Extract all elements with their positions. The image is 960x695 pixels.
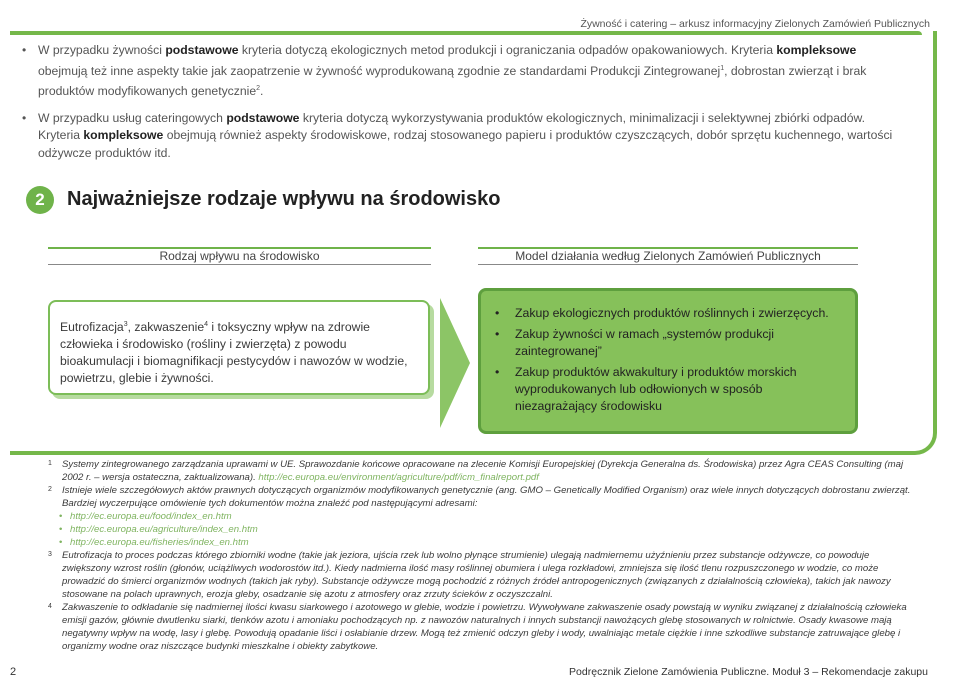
footnote-link-item	[48, 510, 918, 523]
footnote-ref: 3	[123, 321, 128, 328]
actions-box	[478, 288, 858, 434]
bullet-dot-icon: •	[495, 306, 500, 320]
footer-title: Podręcznik Zielone Zamówienia Publiczne. Moduł 3 – Rekomendacje zakupu	[569, 666, 928, 678]
footnote-1: 1 Systemy zintegrowanego zarządzania uprawami w UE. Sprawozdanie końcowe opracowane na zlecenie Komisji Europejskiej (Dyrekcja Generalna ds. Środowiska) przez Agra CEAS Consulting (maj 2002 r. – wersja ostateczna, zaktualizowana). http://ec.europa.eu/environment/agriculture/pdf/icm_finalreport.pdf	[48, 459, 904, 483]
footnote-3: 3 Eutrofizacja to proces podczas którego zbiorniki wodne (takie jak jeziora, ujścia rzek lub wolno płynące strumienie) ulegają nadmiernemu użyźnieniu przez substancje odżywcze, co powoduje zwiększony wzrost roślin (głonów, uciążliwych wodorostów itd.). Kiedy nadmierna ilość masy roślinnej obumiera i ulega rozkładowi, zmniejsza się ilość tlenu rozpuszczonego w wodzie, co może prowadzić do śmierci organizmów wodnych (takich jak ryby). Substancje odżywcze mogą pochodzić z różnych źródeł antropogenicznych (związanych z działalnością człowieka), takich jak nawozy stosowane na polach uprawnych, erozja gleby, osadzanie się azotu z atmosfery oraz zrzuty ścieków z oczyszczalni.	[48, 550, 891, 600]
footnote-link-item	[48, 523, 918, 536]
footnote-link[interactable]: http://ec.europa.eu/environment/agriculture/pdf/icm_finalreport.pdf	[258, 472, 539, 483]
bullet-dot-icon: •	[59, 537, 63, 548]
footnote-link[interactable]: http://ec.europa.eu/fisheries/index_en.htm	[70, 537, 249, 548]
footnote-ref: 2	[256, 85, 261, 93]
arrow-right-icon	[440, 298, 470, 428]
bullet-dot-icon: •	[22, 110, 27, 125]
column-line-bottom-left	[48, 264, 431, 265]
section-number-badge: 2	[26, 186, 54, 214]
footnote-ref: 4	[204, 321, 209, 328]
footnote-link-item	[48, 536, 918, 549]
column-line-bottom-right	[478, 264, 858, 265]
column-label-impact: Rodzaj wpływu na środowisko	[159, 249, 320, 263]
section-title: Najważniejsze rodzaje wpływu na środowisko	[67, 188, 501, 210]
column-label-model: Model działania według Zielonych Zamówień Publicznych	[515, 249, 821, 263]
footnote-link[interactable]: http://ec.europa.eu/agriculture/index_en.htm	[70, 524, 258, 535]
document-header-title: Żywność i catering – arkusz informacyjny Zielonych Zamówień Publicznych	[580, 18, 930, 30]
action-item: • Zakup produktów akwakultury i produktów morskich wyprodukowanych lub odłowionych w sposób niezagrażający środowisku	[495, 365, 797, 413]
footnote-4: 4 Zakwaszenie to odkładanie się nadmiernej ilości kwasu siarkowego i azotowego w glebie, wodzie i powietrzu. Wywoływane zakwaszenie osady powstają w wyniku związanej z działalnością człowieka emisji gazów, głównie dwutlenku siarki, tlenków azotu i amoniaku pochodzących np. z nawozów naturalnych i innych substancji nawożących glebę stosowanych w rolnictwie. Osady kwasowe mają negatywny wpływ na wodę, lasy i glebę. Powodują opadanie liści i osłabianie drzew. Mogą też zmienić odczyn gleby i wody, uwalniając metale ciężkie i inne szkodliwe substancje zatruwające glebę i organizmy wodne oraz niszczące budynki mieszkalne i obiekty zabytkowe.	[48, 602, 907, 652]
intro-bullets	[22, 42, 907, 171]
bullet-dot-icon: •	[59, 524, 63, 535]
action-item: • Zakup ekologicznych produktów roślinnych i zwierzęcych.	[495, 306, 829, 320]
footnote-link[interactable]: http://ec.europa.eu/food/index_en.htm	[70, 511, 232, 522]
footnote-ref: 1	[720, 64, 725, 72]
bullet-dot-icon: •	[59, 511, 63, 522]
intro-bullet-catering: • W przypadku usług cateringowych podstawowe kryteria dotyczą wykorzystywania produktów ekologicznych, minimalizacji i selektywnej zbiórki odpadów. Kryteria kompleksowe obejmują również aspekty środowiskowe, rodzaj stosowanego papieru i produktów czyszczących, dobór sprzętu kuchennego, wartości odżywcze produktów itd.	[22, 110, 893, 160]
bullet-dot-icon: •	[495, 327, 500, 341]
impact-box: Eutrofizacja$^3$, zakwaszenie$^4$ i toksyczny wpływ na zdrowie człowieka i środowisko (rośliny i zwierzęta) z powodu bioakumulacji i biomagnifikacji pestycydów i nawozów w wodzie, powietrzu, glebie i żywności.	[48, 300, 430, 395]
intro-bullet-food: • W przypadku żywności podstawowe kryteria dotyczą ekologicznych metod produkcji i ograniczania odpadów opakowaniowych. Kryteria kompleksowe obejmują też inne aspekty takie jak zaopatrzenie w żywność wyprodukowaną zgodnie ze standardami Produkcji Zintegrowanej$^1$, dobrostan zwierząt i brak produktów modyfikowanych genetycznie$^2$.	[22, 43, 867, 99]
bullet-dot-icon: •	[495, 365, 500, 379]
action-item: • Zakup żywności w ramach „systemów produkcji zaintegrowanej”	[495, 327, 774, 358]
footnote-2: 2 Istnieje wiele szczegółowych aktów prawnych dotyczących organizmów modyfikowanych genetycznie (ang. GMO – Genetically Modified Organism) oraz wiele innych dotyczących dobrostanu zwierząt. Bardziej wyczerpujące omówienie tych dokumentów można znaleźć pod następującymi adresami:	[48, 485, 911, 509]
page-number: 2	[10, 666, 17, 678]
footnotes	[48, 458, 918, 653]
bullet-dot-icon: •	[22, 43, 27, 57]
